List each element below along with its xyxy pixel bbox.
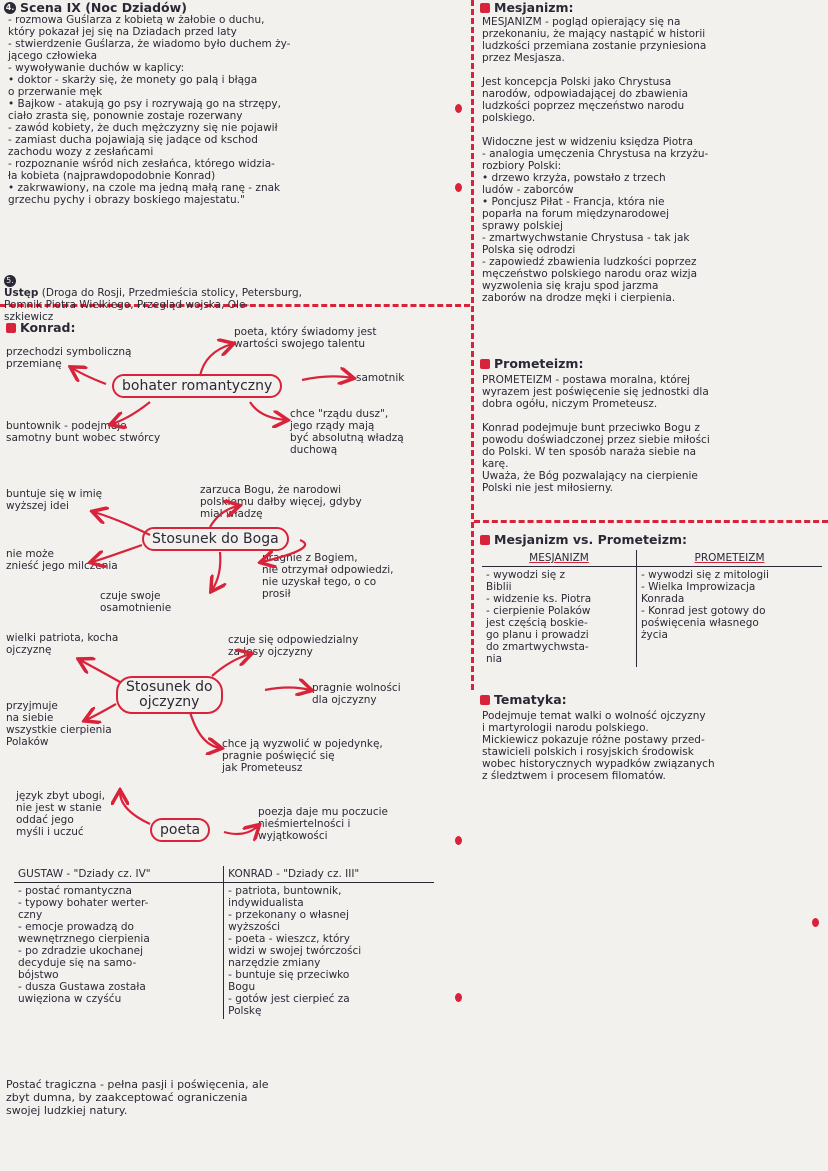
red-dot-icon [812, 918, 819, 927]
mesjanizm-heading [480, 0, 574, 15]
table-header-prometeizm: PROMETEIZM [637, 550, 822, 567]
prometeizm-body: PROMETEIZM - postawa moralna, której wyrazem jest poświęcenie się jednostki dla dobra ogółu, niczym Prometeusz. Konrad podejmuje bunt przeciwko Bogu z powodu doświadczonej przez siebie miłości do Polski. W ten sposób naraża siebie na karę. Uważa, że Bóg pozwalający na cierpienie Polski nie jest miłosierny. [482, 374, 710, 494]
tematyka-heading [480, 692, 567, 707]
ojczyzna-patriota-note: wielki patriota, kocha ojczyznę [6, 632, 119, 656]
table-cell-gustaw: - postać romantyczna - typowy bohater werter- czny - emocje prowadzą do wewnętrznego cierpienia - po zdradzie ukochanej decyduje się na samo- bójstwo - dusza Gustawa została uwięziona w czyśću [18, 885, 150, 1005]
mesjanizm-prometeizm-table [482, 550, 822, 667]
poeta-jezyk-note: język zbyt ubogi, nie jest w stanie oddać jego myśli i uczuć [16, 790, 106, 838]
scena-heading [4, 0, 187, 15]
mesjanizm-body: MESJANIZM - pogląd opierający się na przekonaniu, że mający nastąpić w historii ludzkości przemiana zostanie przyniesiona przez Mesjasza. Jest koncepcja Polski jako Chrystusa narodów, odpowiadającej do zbawienia ludzkości poprzez męczeństwo narodu polskiego. Widoczne jest w widzeniu księdza Piotra - analogia umęczenia Chrystusa na krzyżu- rozbiory Polski: • drzewo krzyża, powstało z trzech ludów - zaborców • Poncjusz Piłat - Francja, która nie poparła na forum międzynarodowej sprawy polskiej - zmartwychwstanie Chrystusa - tak jak Polska się odrodzi - zapowiedź zbawienia ludzkości poprzez męczeństwo polskiego narodu oraz wizja wyzwolenia się kraju spod jarzma zaborów na drodze męki i cierpienia. [482, 16, 709, 304]
table-cell-konrad: - patriota, buntownik, indywidualista - przekonany o własnej wyższości - poeta - wieszcz, który widzi w swojej twórczości narzędzie zmiany - buntuje się przeciwko Bogu - gotów jest cierpieć za Polskę [224, 883, 434, 1020]
prometeizm-heading-text: Prometeizm: [494, 356, 584, 371]
konrad-poeta-note: poeta, który świadomy jest wartości swojego talentu [234, 326, 377, 350]
mesjanizm-heading-text: Mesjanizm: [494, 0, 574, 15]
poeta-oval: poeta [150, 818, 210, 842]
tematyka-body: Podejmuje temat walki o wolność ojczyzny i martyrologii narodu polskiego. Mickiewicz pokazuje różne postawy przed- stawicieli polskich i rosyjskich środowisk wobec historycznych wypadków związanych z śledztwem i procesem filomatów. [482, 710, 715, 782]
table-cell-mesjanizm: - wywodzi się z Biblii - widzenie ks. Piotra - cierpienie Polaków jest częścią boskie- go planu i prowadzi do zmartwychwsta- nia [486, 569, 592, 665]
ustep-label: Ustęp [4, 287, 39, 299]
konrad-buntownik-note: buntownik - podejmuje samotny bunt wobec stwórcy [6, 420, 161, 444]
ojczyzna-cierpienia-note: przyjmuje na siebie wszystkie cierpienia Polaków [6, 700, 112, 748]
red-square-icon [480, 3, 490, 13]
number-badge: 5. [4, 275, 16, 287]
red-square-icon [480, 535, 490, 545]
ojczyzna-odpowiedzialny-note: czuje się odpowiedzialny za losy ojczyzny [228, 634, 359, 658]
vs-heading-text: Mesjanizm vs. Prometeizm: [494, 532, 688, 547]
divider-right-vs [474, 520, 828, 523]
prometeizm-heading [480, 356, 583, 371]
bohater-romantyczny-oval: bohater romantyczny [112, 374, 282, 398]
konrad-heading [6, 320, 76, 335]
red-dot-icon [455, 183, 462, 192]
bog-niemoze-note: nie może znieść jego milczenia [6, 548, 118, 572]
ustep-body: (Droga do Rosji, Przedmieścia stolicy, Petersburg, Pomnik Piotra Wielkiego, Przegląd wojska, Ole- szkiewicz [4, 287, 302, 323]
ustep-block [4, 262, 464, 323]
footer-summary: Postać tragiczna - pełna pasji i poświęcenia, ale zbyt dumna, by zaakceptować ograniczenia swojej ludzkiej natury. [6, 1078, 269, 1117]
gustaw-konrad-table [14, 866, 434, 1019]
table-header-konrad: KONRAD - "Dziady cz. III" [224, 866, 434, 883]
poeta-poezja-note: poezja daje mu poczucie nieśmiertelności i wyjątkowości [258, 806, 388, 842]
red-dot-icon [455, 104, 462, 113]
table-cell-prometeizm: - wywodzi się z mitologii - Wielka Improwizacja Konrada - Konrad jest gotowy do poświęcenia własnego życia [637, 567, 822, 668]
vs-heading [480, 532, 687, 547]
red-square-icon [480, 359, 490, 369]
bog-pragnie-note: pragnie z Bogiem, nie otrzymał odpowiedzi, nie uzyskał tego, o co prosił [262, 552, 394, 600]
bog-osamotnienie-note: czuje swoje osamotnienie [100, 590, 172, 614]
ojczyzna-wolnosc-note: pragnie wolności dla ojczyzny [312, 682, 401, 706]
bog-buntuje-note: buntuje się w imię wyższej idei [6, 488, 103, 512]
table-header-gustaw: GUSTAW - "Dziady cz. IV" [14, 866, 224, 883]
red-square-icon [480, 695, 490, 705]
stosunek-do-boga-oval: Stosunek do Boga [142, 527, 289, 551]
konrad-samotnik-note: samotnik [356, 372, 405, 384]
red-dot-icon [455, 836, 462, 845]
konrad-heading-text: Konrad: [20, 320, 76, 335]
scena-heading-text: Scena IX (Noc Dziadów) [20, 0, 187, 15]
bog-zarzuca-note: zarzuca Bogu, że narodowi polskiemu dałby więcej, gdyby miał władzę [200, 484, 362, 520]
konrad-rzad-note: chce "rządu dusz", jego rządy mają być absolutną władzą duchową [290, 408, 404, 456]
red-dot-icon [455, 993, 462, 1002]
vertical-divider [471, 0, 474, 690]
konrad-przemiana-note: przechodzi symboliczną przemianę [6, 346, 132, 370]
stosunek-do-ojczyzny-oval: Stosunek do ojczyzny [116, 676, 223, 714]
scena-body: - rozmowa Guślarza z kobietą w żałobie o duchu, który pokazał jej się na Dziadach przed laty - stwierdzenie Guślarza, że wiadomo było duchem ży- jącego człowieka - wywoływanie duchów w kaplicy: • doktor - skarży się, że monety go palą i błąga o przerwanie męk • Bajkow - atakują go psy i rozrywają go na strzępy, ciało zrasta się, ponownie zostaje rozerwany - zawód kobiety, że duch mężczyzny się nie pojawił - zamiast ducha pojawiają się jadące od kschod zachodu wozy z zesłańcami - rozpoznanie wśród nich zesłańca, którego widzia- ła kobieta (najprawdopodobnie Konrad) • zakrwawiony, na czole ma jedną małą ranę - znak grzechu pychy i obrazy boskiego majestatu." [8, 14, 291, 206]
red-square-icon [6, 323, 16, 333]
table-header-mesjanizm: MESJANIZM [482, 550, 637, 567]
number-badge: 4. [5, 3, 15, 12]
ojczyzna-wyzwolic-note: chce ją wyzwolić w pojedynkę, pragnie poświęcić się jak Prometeusz [222, 738, 383, 774]
tematyka-heading-text: Tematyka: [494, 692, 567, 707]
